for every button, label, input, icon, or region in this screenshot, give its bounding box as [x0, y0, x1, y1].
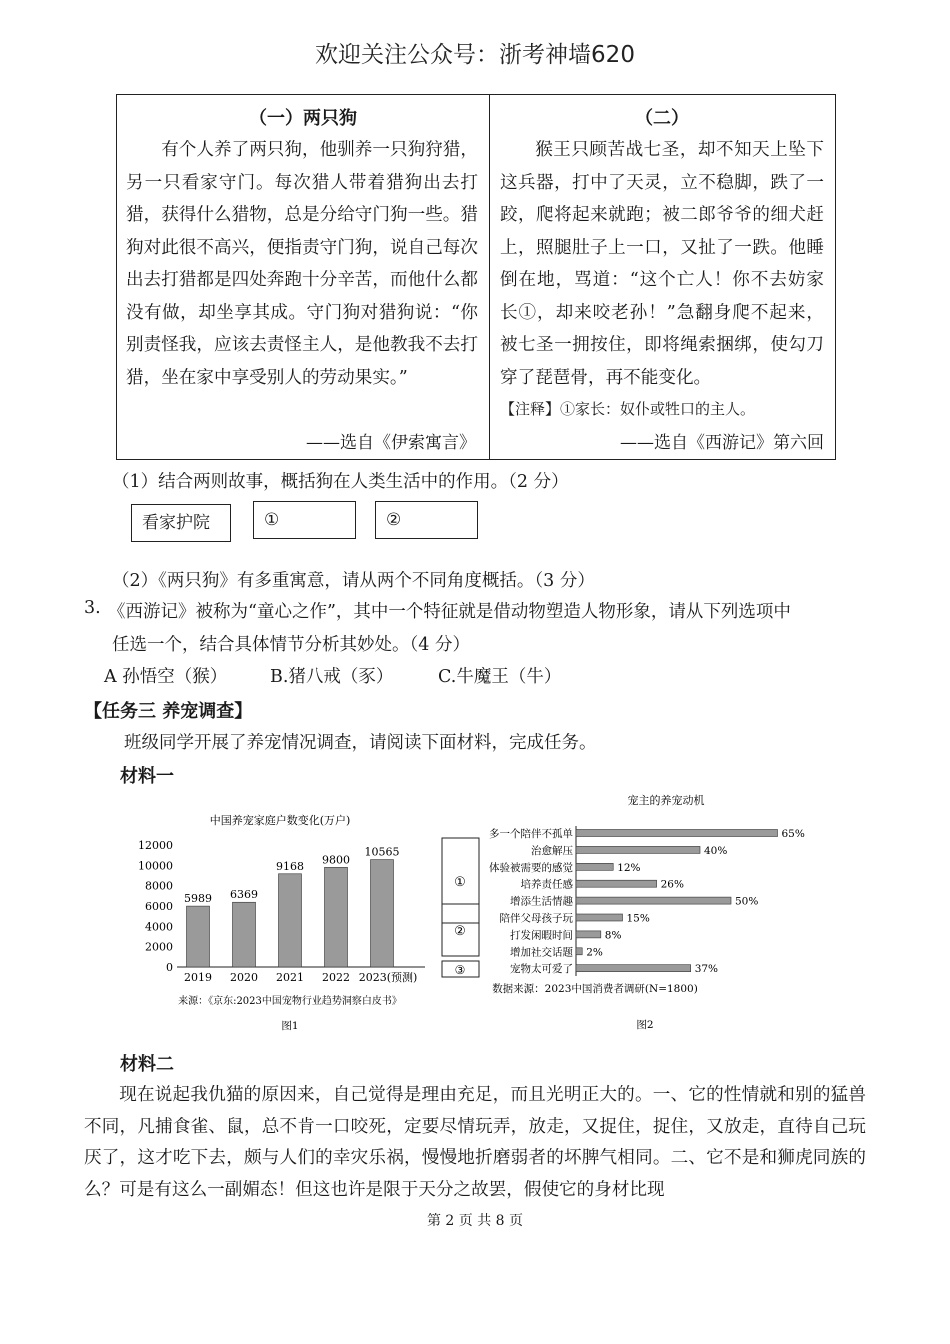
fig2-category-label: 多一个陪伴不孤单: [489, 828, 573, 840]
fig1-source: 来源：《京东:2023中国宠物行业趋势洞察白皮书》: [178, 996, 402, 1007]
task3-intro: 班级同学开展了养宠情况调查，请阅读下面材料，完成任务。: [124, 733, 597, 753]
fig1-ytick-label: 4000: [145, 920, 173, 934]
fig1-caption: 图1: [281, 1020, 299, 1032]
fig1-bar: [325, 867, 348, 967]
figure2-bar-chart: [440, 790, 860, 1037]
fig2-group-label-2: ②: [454, 924, 466, 939]
material2-text: 现在说起我仇猫的原因来，自己觉得是理由充足，而且光明正大的。一、它的性情就和别的猛兽不同，凡捕食雀、鼠，总不肯一口咬死，定要尽情玩弄，放走，又捉住，捉住，又放走，直待自己玩厌了，这才吃下去，颇与人们的幸灾乐祸，慢慢地折磨弱者的坏脾气相同。二、它不是和狮虎同族的么？可是有这么一副媚态！但这也许是限于天分之故罢，假使它的身材比现: [84, 1085, 866, 1200]
fig2-category-label: 打发闲暇时间: [510, 929, 573, 942]
page-footer: 第 2 页 共 8 页: [426, 1213, 524, 1229]
question-1-text: （1）结合两则故事，概括狗在人类生活中的作用。（2 分）: [112, 472, 569, 492]
fig2-bar: [576, 897, 731, 904]
fig1-title: 中国养宠家庭户数变化(万户): [209, 814, 351, 827]
fig2-value-label: 65%: [781, 828, 805, 840]
answer-box-known: 看家护院: [131, 504, 231, 542]
fig2-category-label: 体验被需要的感觉: [489, 861, 573, 874]
fig1-bar: [279, 874, 302, 967]
fig1-bar: [187, 906, 210, 967]
fig2-category-label: 陪伴父母孩子玩: [499, 912, 573, 925]
story1-title: （一）两只狗: [249, 108, 357, 129]
fig1-ytick-label: 2000: [145, 940, 173, 954]
fig2-value-label: 40%: [704, 844, 728, 857]
option-a: A 孙悟空（猴）: [104, 667, 228, 687]
fig2-value-label: 12%: [617, 861, 641, 874]
figure1-bar-chart: [125, 805, 445, 1037]
fig2-bar: [576, 965, 691, 972]
fig1-bar: [371, 860, 394, 967]
fig2-caption: 图2: [636, 1019, 654, 1031]
fig2-group-label-1: ①: [454, 875, 466, 890]
material2-title: 材料二: [120, 1054, 174, 1075]
fig2-value-label: 50%: [735, 895, 759, 908]
fig2-category-label: 培养责任感: [520, 878, 573, 891]
fig1-ytick-label: 0: [166, 961, 173, 974]
fig2-bar: [576, 830, 778, 837]
fig1-value-label: 9800: [322, 853, 350, 867]
page-header: 欢迎关注公众号：浙考神墙620: [315, 42, 635, 68]
fig2-value-label: 37%: [694, 963, 719, 976]
fig1-ytick-label: 10000: [138, 859, 173, 873]
fig2-category-label: 治愈解压: [531, 844, 573, 857]
question-3-line1: 《西游记》被称为“童心之作”，其中一个特征就是借动物塑造人物形象，请从下列选项中: [108, 602, 791, 622]
fig2-value-label: 2%: [586, 946, 603, 959]
fig2-category-label: 增加社交话题: [510, 946, 573, 959]
story1-text: 有个人养了两只狗，他驯养一只狗狩猎，另一只看家守门。每次猎人带着猎狗出去打猎，获得什么猎物，总是分给守门狗一些。猎狗对此很不高兴，便指责守门狗，说自己每次出去打猎都是四处奔跑十分辛苦，而他什么都没有做，却坐享其成。守门狗对猎狗说：“你别责怪我，应该去责怪主人，是他教我不去打猎，坐在家中享受别人的劳动果实。”: [126, 140, 478, 388]
answer-box-1[interactable]: ①: [253, 501, 356, 539]
fig1-ytick-label: 12000: [138, 839, 173, 852]
fig2-bar: [576, 880, 657, 887]
fig1-value-label: 5989: [184, 892, 212, 906]
fig1-category-label: 2022: [322, 971, 350, 984]
fig2-bar: [576, 863, 613, 870]
fig1-ytick-label: 8000: [145, 879, 173, 893]
fig2-value-label: 15%: [626, 912, 650, 925]
fig1-category-label: 2019: [184, 971, 212, 984]
fig2-group-label-3: ③: [454, 963, 466, 977]
fig1-category-label: 2023(预测): [358, 971, 418, 984]
fig1-ytick-label: 6000: [145, 900, 173, 913]
answer-box-2[interactable]: ②: [375, 501, 478, 539]
story2-source: ——选自《西游记》第六回: [620, 433, 824, 453]
question-2-text: （2）《两只狗》有多重寓意，请从两个不同角度概括。（3 分）: [112, 571, 595, 591]
fig2-bar: [576, 914, 623, 921]
option-c: C.牛魔王（牛）: [438, 667, 562, 687]
fig1-category-label: 2020: [230, 971, 258, 984]
question-3-number: 3.: [84, 598, 101, 618]
task3-title: 【任务三 养宠调查】: [84, 701, 253, 722]
fig2-category-label: 增添生活情趣: [510, 895, 573, 908]
story2-note: 【注释】①家长：奴仆或牲口的主人。: [500, 400, 756, 418]
fig2-bar: [576, 948, 582, 955]
story-divider: [489, 94, 490, 460]
story2-text: 猴王只顾苦战七圣，却不知天上坠下这兵器，打中了天灵，立不稳脚，跌了一跤，爬将起来就跑；被二郎爷爷的细犬赶上，照腿肚子上一口，又扯了一跌。他睡倒在地，骂道：“这个亡人！你不去妨家长①，却来咬老孙！”急翻身爬不起来，被七圣一拥按住，即将绳索捆绑，使勾刀穿了琵琶骨，再不能变化。: [500, 140, 824, 388]
fig1-bar: [233, 902, 256, 967]
fig2-source: 数据来源：2023中国消费者调研(N=1800): [492, 983, 698, 995]
fig2-value-label: 8%: [604, 929, 622, 942]
fig1-category-label: 2021: [276, 971, 304, 984]
fig1-value-label: 6369: [230, 888, 258, 902]
fig2-category-label: 宠物太可爱了: [510, 963, 573, 976]
fig1-value-label: 9168: [276, 859, 304, 873]
fig2-bar: [576, 846, 700, 853]
fig2-title: 宠主的养宠动机: [627, 794, 705, 807]
question-3-line2: 任选一个，结合具体情节分析其妙处。（4 分）: [112, 635, 470, 655]
fig2-value-label: 26%: [660, 878, 684, 891]
fig2-bar: [576, 931, 601, 938]
fig1-value-label: 10565: [364, 845, 400, 859]
story2-title: （二）: [635, 108, 689, 129]
material1-title: 材料一: [120, 766, 174, 787]
option-b: B.猪八戒（豕）: [270, 667, 394, 687]
story1-source: ——选自《伊索寓言》: [306, 433, 476, 453]
